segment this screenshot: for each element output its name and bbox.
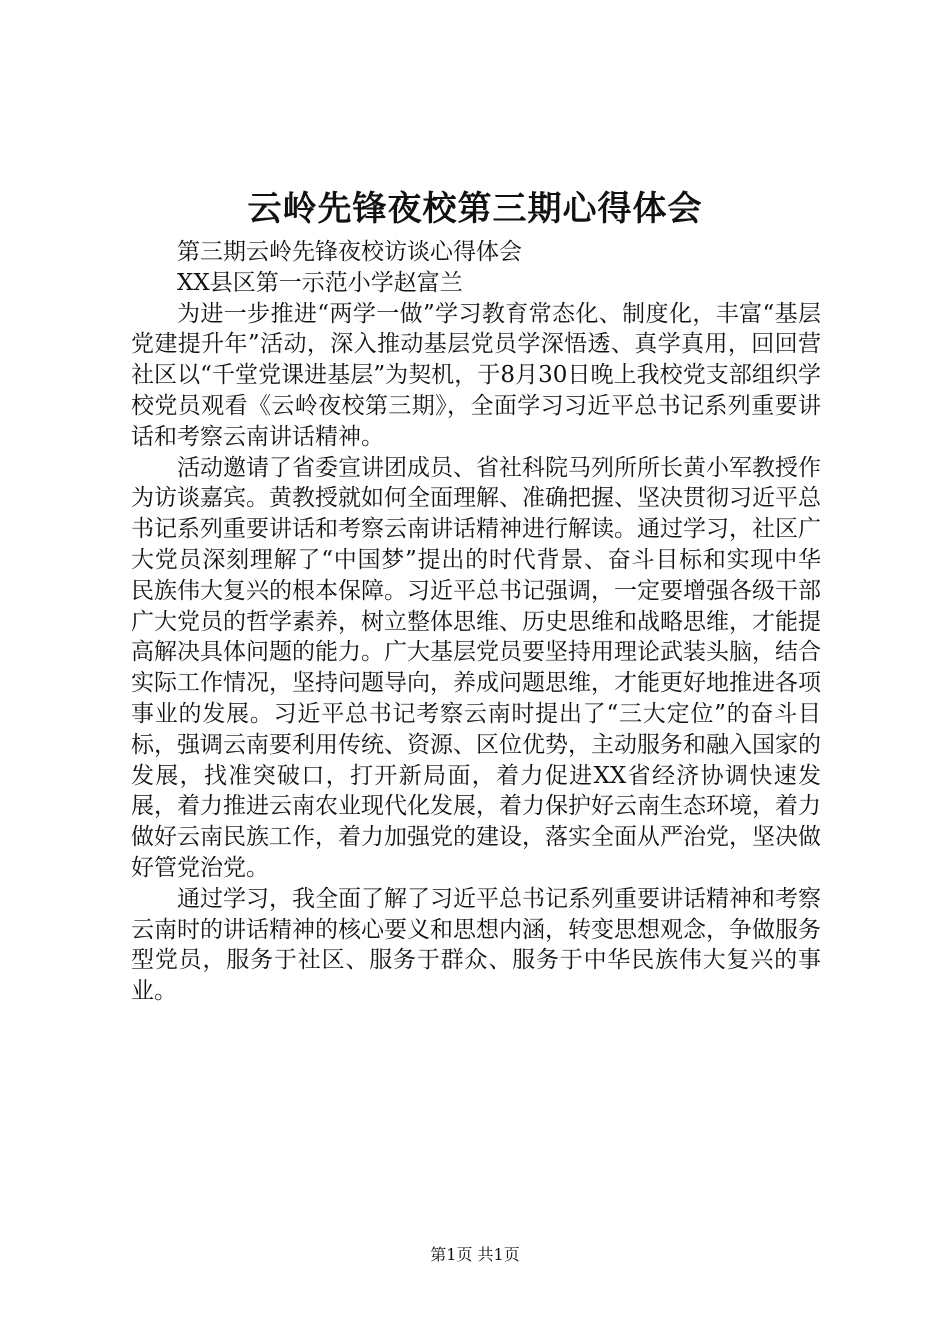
body-paragraph-3: 通过学习，我全面了解了习近平总书记系列重要讲话精神和考察云南时的讲话精神的核心要义和思想内涵，转变思想观念，争做服务型党员，服务于社区、服务于群众、服务于中华民族伟大复兴的事业。 (131, 885, 821, 1005)
subtitle-line: 第三期云岭先锋夜校访谈心得体会 (177, 239, 522, 265)
document-body (131, 237, 821, 1007)
author-line: XX县区第一示范小学赵富兰 (177, 269, 463, 296)
page-footer: 第1页 共1页 (430, 1245, 520, 1264)
body-paragraph-1: 为进一步推进“两学一做”学习教育常态化、制度化，丰富“基层党建提升年”活动，深入推动基层党员学深悟透、真学真用，回回营社区以“千堂党课进基层”为契机，于8月30日晚上我校党支部组织学校党员观看《云岭夜校第三期》，全面学习习近平总书记系列重要讲话和考察云南讲话精神。 (131, 300, 821, 450)
document-title: 云岭先锋夜校第三期心得体会 (247, 189, 703, 229)
body-paragraph-2: 活动邀请了省委宣讲团成员、省社科院马列所所长黄小军教授作为访谈嘉宾。黄教授就如何全面理解、准确把握、坚决贯彻习近平总书记系列重要讲话和考察云南讲话精神进行解读。通过学习，社区广大党员深刻理解了“中国梦”提出的时代背景、奋斗目标和实现中华民族伟大复兴的根本保障。习近平总书记强调，一定要增强各级干部广大党员的哲学素养，树立整体思维、历史思维和战略思维，才能提高解决具体问题的能力。广大基层党员要坚持用理论武装头脑，结合实际工作情况，坚持问题导向，养成问题思维，才能更好地推进各项事业的发展。习近平总书记考察云南时提出了“三大定位”的奋斗目标，强调云南要利用传统、资源、区位优势，主动服务和融入国家的发展，找准突破口，打开新局面，着力促进XX省经济协调快速发展，着力推进云南农业现代化发展，着力保护好云南生态环境，着力做好云南民族工作，着力加强党的建设，落实全面从严治党，坚决做好管党治党。 (131, 454, 821, 881)
